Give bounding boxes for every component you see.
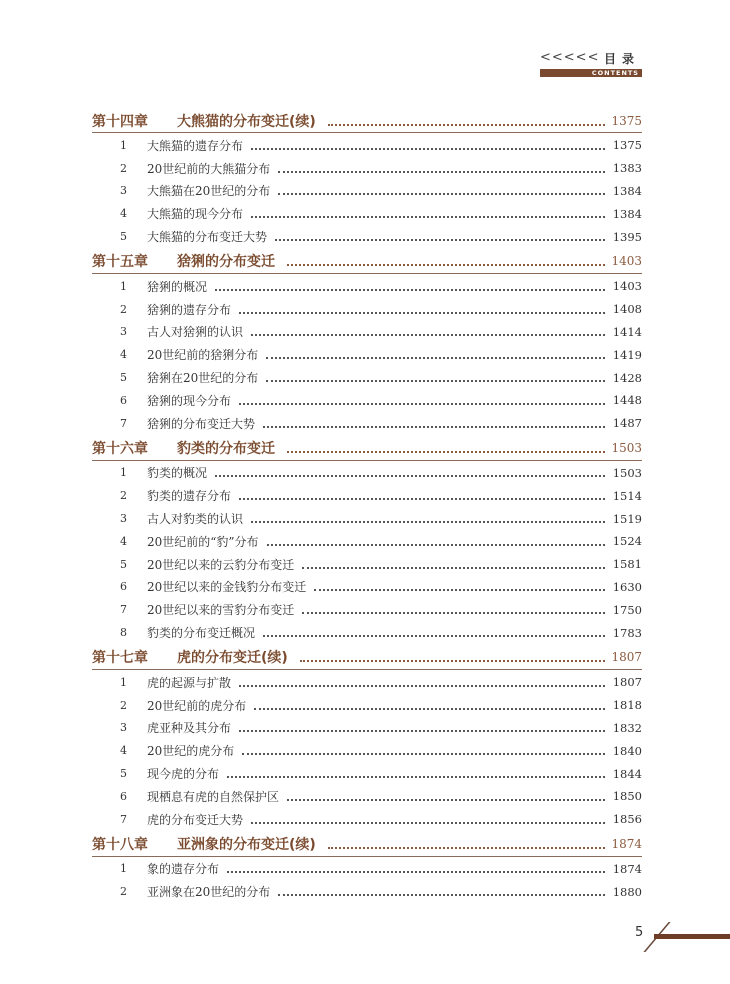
section-page: 1880: [612, 884, 642, 899]
chapter-page: 1403: [611, 254, 642, 269]
table-of-contents: [92, 107, 642, 903]
section-title: 现今虎的分布: [147, 767, 220, 782]
chapter-number: 第十四章: [92, 113, 148, 130]
dot-leader: [263, 628, 605, 637]
dot-leader: [227, 769, 605, 778]
section-entry[interactable]: [92, 343, 642, 366]
section-page: 1383: [612, 161, 642, 176]
section-number: 4: [120, 744, 127, 758]
section-entry[interactable]: [92, 553, 642, 576]
chapter-entry[interactable]: [92, 109, 642, 132]
section-page: 1844: [612, 766, 642, 781]
chapter-title: 大熊猫的分布变迁(续): [177, 113, 316, 130]
section-page: 1519: [612, 511, 642, 526]
section-page: 1874: [612, 861, 642, 876]
section-page: 1408: [612, 302, 642, 317]
section-entry[interactable]: [92, 484, 642, 507]
chapter-divider: [92, 669, 642, 670]
section-entry[interactable]: [92, 530, 642, 553]
dot-leader: [251, 514, 605, 523]
dot-leader: [239, 396, 605, 405]
dot-leader: [302, 605, 604, 614]
dot-leader: [239, 305, 605, 314]
section-title: 豹类的遗存分布: [147, 489, 232, 504]
section-title: 大熊猫在20世纪的分布: [147, 184, 271, 199]
section-title: 20世纪以来的金钱豹分布变迁: [147, 580, 307, 595]
section-number: 4: [120, 534, 127, 548]
section-number: 5: [120, 557, 127, 571]
section-number: 7: [120, 416, 127, 430]
section-page: 1384: [612, 183, 642, 198]
section-number: 3: [120, 184, 127, 198]
section-title: 大熊猫的现今分布: [147, 207, 244, 222]
chapter-entry[interactable]: [92, 833, 642, 856]
section-number: 5: [120, 230, 127, 244]
dot-leader: [239, 723, 605, 732]
section-number: 2: [120, 302, 127, 316]
dot-leader: [328, 116, 606, 126]
section-entry[interactable]: [92, 134, 642, 157]
chapter-entry[interactable]: [92, 250, 642, 273]
section-entry[interactable]: [92, 507, 642, 530]
section-entry[interactable]: [92, 225, 642, 248]
section-entry[interactable]: [92, 576, 642, 599]
section-title: 20世纪前的大熊猫分布: [147, 161, 271, 176]
dot-leader: [239, 491, 605, 500]
section-number: 7: [120, 603, 127, 617]
chapter-number: 第十八章: [92, 837, 148, 854]
chapter-entry[interactable]: [92, 437, 642, 460]
section-number: 2: [120, 161, 127, 175]
section-number: 5: [120, 371, 127, 385]
chapter-title: 豹类的分布变迁: [177, 441, 275, 458]
section-page: 1850: [612, 789, 642, 804]
section-title: 现栖息有虎的自然保护区: [147, 789, 280, 804]
chapter-entry[interactable]: [92, 646, 642, 669]
chapter-divider: [92, 132, 642, 133]
section-title: 20世纪前的虎分布: [147, 698, 247, 713]
section-number: 8: [120, 626, 127, 640]
section-page: 1414: [612, 324, 642, 339]
section-number: 1: [120, 466, 127, 480]
dot-leader: [251, 815, 605, 824]
section-title: 20世纪以来的雪豹分布变迁: [147, 603, 295, 618]
section-number: 2: [120, 698, 127, 712]
dot-leader: [275, 232, 605, 241]
section-number: 3: [120, 721, 127, 735]
section-number: 1: [120, 138, 127, 152]
section-entry[interactable]: [92, 671, 642, 694]
section-title: 豹类的分布变迁概况: [147, 626, 256, 641]
section-entry[interactable]: [92, 858, 642, 881]
section-title: 虎的分布变迁大势: [147, 812, 244, 827]
page-number: 5: [635, 925, 644, 940]
section-number: 7: [120, 812, 127, 826]
section-number: 6: [120, 789, 127, 803]
dot-leader: [242, 746, 604, 755]
dot-leader: [287, 443, 605, 453]
dot-leader: [239, 678, 605, 687]
chapter-title: 虎的分布变迁(续): [177, 650, 288, 667]
section-title: 猞猁的概况: [147, 279, 208, 294]
section-title: 猞猁的遗存分布: [147, 302, 232, 317]
section-page: 1514: [612, 488, 642, 503]
chapter-number: 第十五章: [92, 254, 148, 271]
section-title: 猞猁的分布变迁大势: [147, 416, 256, 431]
header-subtitle: CONTENTS: [591, 69, 639, 77]
dot-leader: [287, 256, 605, 266]
section-entry[interactable]: [92, 366, 642, 389]
section-title: 大熊猫的分布变迁大势: [147, 230, 268, 245]
chapter-number: 第十六章: [92, 441, 148, 458]
chapter-title: 猞猁的分布变迁: [177, 254, 275, 271]
section-page: 1783: [612, 625, 642, 640]
section-entry[interactable]: [92, 598, 642, 621]
section-entry[interactable]: [92, 412, 642, 435]
section-number: 1: [120, 862, 127, 876]
chapter-number: 第十七章: [92, 650, 148, 667]
section-entry[interactable]: [92, 694, 642, 717]
chapter-page: 1375: [611, 113, 642, 128]
section-entry[interactable]: [92, 157, 642, 180]
dot-leader: [314, 582, 604, 591]
section-title: 象的遗存分布: [147, 862, 220, 877]
section-entry[interactable]: [92, 298, 642, 321]
dot-leader: [300, 652, 606, 662]
section-number: 3: [120, 325, 127, 339]
section-page: 1403: [612, 279, 642, 294]
section-page: 1448: [612, 393, 642, 408]
section-number: 3: [120, 512, 127, 526]
dot-leader: [215, 468, 605, 477]
chapter-page: 1874: [611, 837, 642, 852]
section-entry[interactable]: [92, 808, 642, 831]
section-page: 1818: [612, 698, 642, 713]
section-title: 豹类的概况: [147, 466, 208, 481]
section-title: 20世纪以来的云豹分布变迁: [147, 557, 295, 572]
dot-leader: [278, 887, 604, 896]
dot-leader: [251, 327, 605, 336]
section-entry[interactable]: [92, 462, 642, 485]
section-page: 1419: [612, 347, 642, 362]
section-number: 2: [120, 489, 127, 503]
chapter-title: 亚洲象的分布变迁(续): [177, 837, 316, 854]
section-entry[interactable]: [92, 880, 642, 903]
dot-leader: [302, 560, 604, 569]
dot-leader: [215, 282, 605, 291]
dot-leader: [278, 186, 604, 195]
section-number: 1: [120, 675, 127, 689]
section-page: 1832: [612, 720, 642, 735]
page-header: [540, 50, 642, 78]
section-title: 20世纪的虎分布: [147, 744, 235, 759]
section-page: 1630: [612, 579, 642, 594]
section-page: 1395: [612, 229, 642, 244]
section-number: 4: [120, 207, 127, 221]
section-title: 古人对豹类的认识: [147, 512, 244, 527]
section-title: 20世纪前的“豹”分布: [147, 534, 259, 549]
section-title: 亚洲象在20世纪的分布: [147, 885, 271, 900]
section-page: 1487: [612, 416, 642, 431]
section-entry[interactable]: [92, 275, 642, 298]
dot-leader: [266, 373, 604, 382]
chapter-divider: [92, 856, 642, 857]
header-bar: [540, 69, 642, 77]
chevron-left-icon: <<<<<: [540, 50, 600, 65]
chapter-divider: [92, 273, 642, 274]
section-number: 5: [120, 767, 127, 781]
section-page: 1856: [612, 812, 642, 827]
section-number: 1: [120, 279, 127, 293]
section-entry[interactable]: [92, 202, 642, 225]
section-title: 虎亚种及其分布: [147, 721, 232, 736]
section-entry[interactable]: [92, 717, 642, 740]
section-page: 1428: [612, 370, 642, 385]
section-number: 4: [120, 348, 127, 362]
dot-leader: [278, 164, 604, 173]
section-page: 1503: [612, 465, 642, 480]
section-title: 虎的起源与扩散: [147, 675, 232, 690]
section-entry[interactable]: [92, 321, 642, 344]
section-title: 猞猁在20世纪的分布: [147, 371, 259, 386]
chapter-page: 1807: [611, 650, 642, 665]
chapter-divider: [92, 460, 642, 461]
section-entry[interactable]: [92, 739, 642, 762]
section-page: 1840: [612, 743, 642, 758]
footer-bar-decoration: [654, 934, 730, 939]
section-page: 1375: [612, 138, 642, 153]
section-number: 6: [120, 580, 127, 594]
section-page: 1581: [612, 557, 642, 572]
section-entry[interactable]: [92, 621, 642, 644]
header-title: 目录: [603, 52, 640, 66]
section-page: 1384: [612, 206, 642, 221]
section-page: 1807: [612, 675, 642, 690]
dot-leader: [267, 537, 605, 546]
section-title: 大熊猫的遗存分布: [147, 138, 244, 153]
section-number: 6: [120, 393, 127, 407]
section-title: 20世纪前的猞猁分布: [147, 348, 259, 363]
dot-leader: [254, 701, 604, 710]
section-title: 猞猁的现今分布: [147, 393, 232, 408]
dot-leader: [251, 141, 605, 150]
dot-leader: [328, 839, 606, 849]
section-number: 2: [120, 885, 127, 899]
section-title: 古人对猞猁的认识: [147, 325, 244, 340]
dot-leader: [251, 209, 605, 218]
dot-leader: [263, 419, 605, 428]
section-entry[interactable]: [92, 762, 642, 785]
section-entry[interactable]: [92, 389, 642, 412]
section-entry[interactable]: [92, 785, 642, 808]
dot-leader: [227, 864, 605, 873]
section-page: 1524: [612, 534, 642, 549]
section-entry[interactable]: [92, 180, 642, 203]
section-page: 1750: [612, 602, 642, 617]
dot-leader: [287, 792, 605, 801]
chapter-page: 1503: [611, 441, 642, 456]
dot-leader: [266, 350, 604, 359]
